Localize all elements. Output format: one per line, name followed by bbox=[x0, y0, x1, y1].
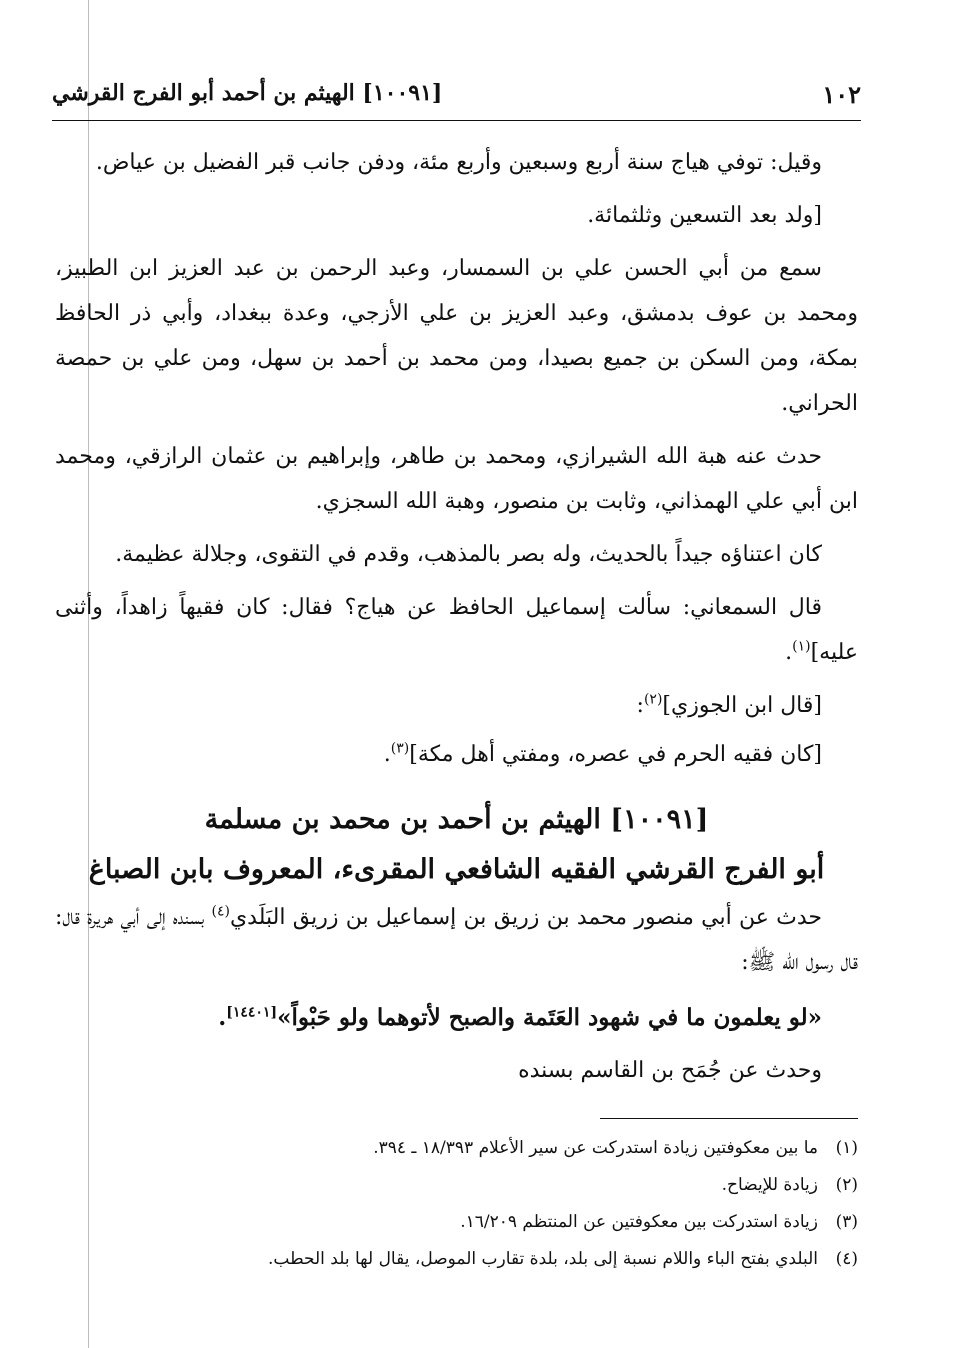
narration-text-b: بسنده إلى أبي هريرة قال: قال رسول الله ﷺ: bbox=[55, 905, 858, 975]
paragraph-hadith bbox=[55, 995, 858, 1040]
paragraph-narration bbox=[55, 895, 858, 985]
samani-end: . bbox=[785, 640, 793, 665]
entry-heading bbox=[55, 795, 858, 895]
paragraph-quote bbox=[55, 732, 858, 777]
paragraph-ibn-jawzi bbox=[55, 683, 858, 728]
paragraph-last: وحدث عن جُمَح بن القاسم بسنده bbox=[518, 1058, 822, 1083]
footnote-ref-2[interactable]: (٢) bbox=[643, 691, 663, 708]
footnote-number: (٣) bbox=[835, 1212, 858, 1232]
ibn-jawzi-text: [قال ابن الجوزي] bbox=[662, 693, 822, 718]
quote-end: . bbox=[383, 742, 391, 767]
footnote-number: (٢) bbox=[835, 1175, 858, 1195]
entry-title-line-2: أبو الفرج القرشي الفقيه الشافعي المقرىء، المعروف بابن الصباغ bbox=[88, 854, 825, 885]
page-header bbox=[52, 76, 861, 121]
hadith-text: «لو يعلمون ما في شهود العَتَمة والصبح لأتوهما ولو حَبْواً» bbox=[277, 1004, 822, 1031]
paragraph-death: وقيل: توفي هياج سنة أربع وسبعين وأربع مئة، ودفن جانب قبر الفضيل بن عياض. bbox=[95, 150, 822, 175]
footnote-ref-1[interactable]: (١) bbox=[792, 638, 811, 655]
paragraph-birth: [ولد بعد التسعين وثلثمائة. bbox=[587, 203, 822, 228]
footnotes bbox=[60, 1130, 858, 1278]
paragraph-teachers: سمع من أبي الحسن علي بن السمسار، وعبد الرحمن بن عبد العزيز ابن الطبيز، ومحمد بن عوف بدمشق، وعبد العزيز بن علي الأزجي، وعدة ببغداد، وأبي ذر الحافظ بمكة، ومن السكن بن جميع بصيدا، ومن محمد بن أحمد بن سهل، ومن علي بن حمصة الحراني. bbox=[55, 256, 858, 416]
footnote-ref-3[interactable]: (٣) bbox=[390, 740, 410, 757]
footnote-divider bbox=[600, 1118, 858, 1119]
footnote-4 bbox=[60, 1241, 858, 1278]
footnote-text: ما بين معكوفتين زيادة استدركت عن سير الأعلام ١٨/٣٩٣ ـ ٣٩٤. bbox=[373, 1138, 818, 1158]
footnote-text: زيادة استدركت بين معكوفتين عن المنتظم ١٦/٢٠٩. bbox=[460, 1212, 818, 1232]
footnote-3 bbox=[60, 1204, 858, 1241]
quote-text: [كان فقيه الحرم في عصره، ومفتي أهل مكة] bbox=[409, 742, 822, 767]
main-text bbox=[55, 140, 858, 1101]
hadith-number: [١٤٤٠١] bbox=[226, 1004, 278, 1021]
paragraph-students: حدث عنه هبة الله الشيرازي، ومحمد بن طاهر، وإبراهيم بن عثمان الرازقي، ومحمد ابن أبي علي الهمذاني، وثابت بن منصور، وهبة الله السجزي. bbox=[55, 444, 858, 514]
narration-text-a: حدث عن أبي منصور محمد بن زريق بن إسماعيل بن زريق البَلَدي bbox=[229, 905, 822, 930]
page-number: ١٠٢ bbox=[822, 80, 861, 109]
ibn-jawzi-end: : bbox=[636, 693, 644, 718]
footnote-number: (١) bbox=[835, 1138, 858, 1158]
running-title: [١٠٠٩١] الهيثم بن أحمد أبو الفرج القرشي bbox=[52, 80, 443, 106]
footnote-2 bbox=[60, 1167, 858, 1204]
footnote-text: زيادة للإيضاح. bbox=[721, 1175, 818, 1195]
samani-text: قال السمعاني: سألت إسماعيل الحافظ عن هياج؟ فقال: كان فقيهاً زاهداً، وأثنى عليه] bbox=[55, 595, 858, 665]
paragraph-praise: كان اعتناؤه جيداً بالحديث، وله بصر بالمذهب، وقدم في التقوى، وجلالة عظيمة. bbox=[115, 542, 822, 567]
paragraph-samani bbox=[55, 585, 858, 675]
hadith-end: . bbox=[218, 1004, 227, 1031]
footnote-ref-4[interactable]: (٤) bbox=[211, 903, 230, 920]
footnote-1 bbox=[60, 1130, 858, 1167]
footnote-text: البلدي بفتح الباء واللام نسبة إلى بلد، بلدة تقارب الموصل، يقال لها بلد الحطب. bbox=[267, 1249, 818, 1269]
footnote-number: (٤) bbox=[835, 1249, 858, 1269]
entry-title-line-1: [١٠٠٩١] الهيثم بن أحمد بن محمد بن مسلمة bbox=[204, 804, 709, 835]
